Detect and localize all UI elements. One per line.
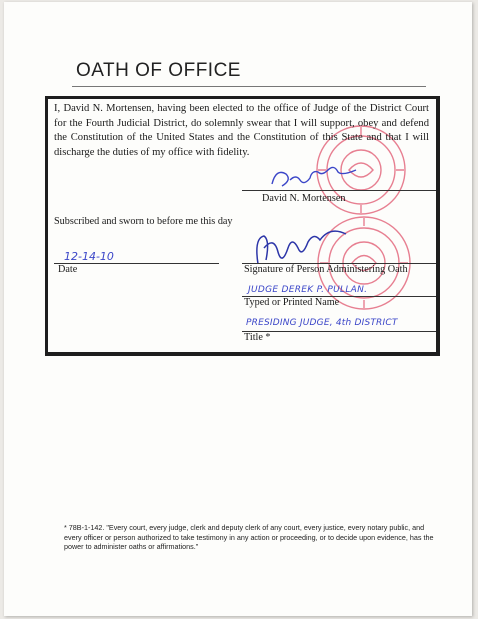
title-rule [72, 86, 426, 87]
date-label: Date [58, 264, 78, 275]
subscribed-text: Subscribed and sworn to before me this day [54, 216, 233, 227]
signer-signature [266, 164, 366, 192]
oath-text: I, David N. Mortensen, having been elected to the office of Judge of the District Court for the Fourth Judicial District, do solemnly swear that I will support, obey and defend the Constitution of the United States and the Constitution of this State and that I will discharge the duties of my office with fidelity. [54, 103, 429, 158]
administrator-signature-label: Signature of Person Administering Oath [244, 264, 408, 275]
signer-name: David N. Mortensen [262, 193, 346, 204]
typed-name-label: Typed or Printed Name [244, 297, 340, 308]
title-line [242, 331, 436, 332]
document-page [4, 2, 472, 616]
date-line [54, 263, 219, 264]
footnote: * 78B-1-142. "Every court, every judge, clerk and deputy clerk of any court, every justice, every notary public, and every officer or person authorized to take testimony in any action or proceeding, or to decide upon evidence, has the power to administer oaths or affirmations." [64, 523, 434, 552]
signer-signature-line [242, 190, 436, 191]
typed-name-value: JUDGE DEREK P. PULLAN. [248, 285, 368, 295]
title-label: Title * [244, 332, 271, 343]
date-value: 12-14-10 [64, 250, 114, 263]
title-value: PRESIDING JUDGE, 4th DISTRICT [246, 318, 398, 328]
document-title: OATH OF OFFICE [76, 60, 241, 81]
